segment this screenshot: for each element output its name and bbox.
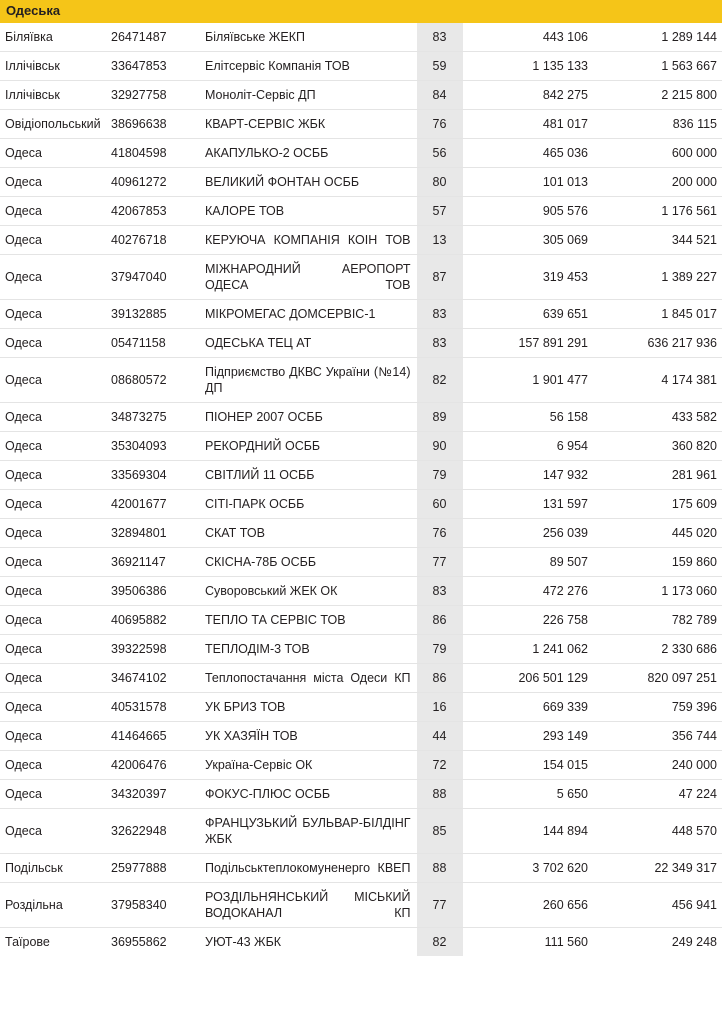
cell-code: 42067853 <box>106 197 200 226</box>
table-row <box>0 52 722 81</box>
cell-total: 836 115 <box>593 110 722 139</box>
cell-score: 44 <box>416 722 463 751</box>
cell-score: 77 <box>416 883 463 928</box>
cell-region: Одеса <box>0 751 106 780</box>
cell-score: 76 <box>416 519 463 548</box>
cell-debt: 1 901 477 <box>463 358 593 403</box>
cell-name: ФОКУС-ПЛЮС ОСББ <box>200 780 416 809</box>
cell-name: МІКРОМЕГАС ДОМСЕРВІС-1 <box>200 300 416 329</box>
debtors-table <box>0 23 722 956</box>
cell-debt: 472 276 <box>463 577 593 606</box>
cell-debt: 101 013 <box>463 168 593 197</box>
cell-score: 90 <box>416 432 463 461</box>
table-row <box>0 226 722 255</box>
cell-score: 85 <box>416 809 463 854</box>
cell-score: 16 <box>416 693 463 722</box>
cell-name: Моноліт-Сервіс ДП <box>200 81 416 110</box>
cell-code: 40276718 <box>106 226 200 255</box>
cell-name: СВІТЛИЙ 11 ОСББ <box>200 461 416 490</box>
cell-total: 344 521 <box>593 226 722 255</box>
cell-total: 4 174 381 <box>593 358 722 403</box>
table-row <box>0 168 722 197</box>
table-row <box>0 139 722 168</box>
cell-code: 36955862 <box>111 935 167 949</box>
cell-region: Одеса <box>0 432 106 461</box>
table-row <box>0 519 722 548</box>
cell-region: Роздільна <box>0 883 106 928</box>
cell-debt: 305 069 <box>463 226 593 255</box>
cell-total: 240 000 <box>593 751 722 780</box>
cell-score: 57 <box>416 197 463 226</box>
cell-name: Елітсервіс Компанія ТОВ <box>200 52 416 81</box>
table-row <box>0 722 722 751</box>
cell-code: 32622948 <box>106 809 200 854</box>
cell-debt: 144 894 <box>463 809 593 854</box>
cell-name: ФРАНЦУЗЬКИЙ БУЛЬВАР-БІЛДІНГ ЖБК <box>200 809 416 854</box>
cell-region: Одеса <box>0 548 106 577</box>
table-row <box>0 461 722 490</box>
cell-total: 1 845 017 <box>593 300 722 329</box>
cell-score: 83 <box>416 577 463 606</box>
cell-score: 88 <box>416 854 463 883</box>
cell-score: 82 <box>416 358 463 403</box>
cell-debt: 465 036 <box>463 139 593 168</box>
cell-name: Теплопостачання міста Одеси КП <box>200 664 416 693</box>
cell-region: Іллічівськ <box>0 81 106 110</box>
cell-code: 34320397 <box>106 780 200 809</box>
cell-score: 82 <box>416 928 463 957</box>
cell-name: КВАРТ-СЕРВІС ЖБК <box>200 110 416 139</box>
cell-score: 83 <box>416 300 463 329</box>
cell-total: 448 570 <box>593 809 722 854</box>
cell-debt: 1 135 133 <box>463 52 593 81</box>
cell-debt: 1 241 062 <box>463 635 593 664</box>
cell-total: 281 961 <box>593 461 722 490</box>
cell-debt: 147 932 <box>463 461 593 490</box>
cell-region: Одеса <box>0 606 106 635</box>
cell-debt: 6 954 <box>463 432 593 461</box>
cell-total: 636 217 936 <box>593 329 722 358</box>
cell-name: Біляївське ЖЕКП <box>200 23 416 52</box>
table-row <box>0 81 722 110</box>
cell-total: 2 330 686 <box>593 635 722 664</box>
cell-total: 175 609 <box>593 490 722 519</box>
cell-debt: 669 339 <box>463 693 593 722</box>
cell-debt: 89 507 <box>463 548 593 577</box>
cell-region: Одеса <box>0 809 106 854</box>
table-row <box>0 809 722 854</box>
cell-region: Одеса <box>0 722 106 751</box>
cell-debt: 131 597 <box>463 490 593 519</box>
cell-total: 249 248 <box>671 935 717 949</box>
cell-debt: 154 015 <box>463 751 593 780</box>
cell-score: 59 <box>416 52 463 81</box>
cell-region: Одеса <box>0 519 106 548</box>
cell-code: 41804598 <box>106 139 200 168</box>
cell-score: 87 <box>416 255 463 300</box>
cell-name: СІТІ-ПАРК ОСББ <box>200 490 416 519</box>
cell-region: Одеса <box>0 197 106 226</box>
table-row <box>0 635 722 664</box>
cell-region: Біляївка <box>0 23 106 52</box>
cell-region: Одеса <box>0 403 106 432</box>
cell-total: 820 097 251 <box>593 664 722 693</box>
cell-score: 80 <box>416 168 463 197</box>
table-row <box>0 358 722 403</box>
cell-region: Овідіопольський <box>0 110 106 139</box>
cell-name: КАЛОРЕ ТОВ <box>200 197 416 226</box>
cell-total: 456 941 <box>593 883 722 928</box>
cell-region: Одеса <box>0 693 106 722</box>
cell-score: 13 <box>416 226 463 255</box>
cell-code: 39132885 <box>106 300 200 329</box>
cell-code: 34873275 <box>106 403 200 432</box>
cell-name: УК ХАЗЯЇН ТОВ <box>200 722 416 751</box>
cell-region: Одеса <box>0 168 106 197</box>
cell-code: 40531578 <box>106 693 200 722</box>
cell-name: РОЗДІЛЬНЯНСЬКИЙ МІСЬКИЙ ВОДОКАНАЛ КП <box>200 883 416 928</box>
table-row <box>0 693 722 722</box>
cell-debt: 226 758 <box>463 606 593 635</box>
cell-name: ПІОНЕР 2007 ОСББ <box>200 403 416 432</box>
cell-total: 600 000 <box>593 139 722 168</box>
table-row <box>0 490 722 519</box>
cell-region: Одеса <box>0 461 106 490</box>
cell-region: Одеса <box>0 329 106 358</box>
cell-total: 2 215 800 <box>593 81 722 110</box>
cell-code: 37947040 <box>106 255 200 300</box>
cell-name: МІЖНАРОДНИЙ АЕРОПОРТ ОДЕСА ТОВ <box>200 255 416 300</box>
cell-total: 445 020 <box>593 519 722 548</box>
cell-region: Одеса <box>0 780 106 809</box>
cell-region: Одеса <box>0 577 106 606</box>
cell-debt: 5 650 <box>463 780 593 809</box>
cell-code: 08680572 <box>106 358 200 403</box>
region-header: Одеська <box>0 0 722 23</box>
cell-code: 40695882 <box>106 606 200 635</box>
cell-debt: 481 017 <box>463 110 593 139</box>
cell-region: Іллічівськ <box>0 52 106 81</box>
cell-name: УК БРИЗ ТОВ <box>200 693 416 722</box>
table-row <box>0 780 722 809</box>
cell-code: 33569304 <box>106 461 200 490</box>
cell-name: ОДЕСЬКА ТЕЦ АТ <box>200 329 416 358</box>
cell-code: 32894801 <box>106 519 200 548</box>
table-row <box>0 664 722 693</box>
cell-total: 1 176 561 <box>593 197 722 226</box>
cell-region: Таїрове <box>5 935 50 949</box>
cell-region: Подільськ <box>0 854 106 883</box>
table-row <box>0 300 722 329</box>
cell-name: СКАТ ТОВ <box>200 519 416 548</box>
cell-debt: 319 453 <box>463 255 593 300</box>
cell-code: 32927758 <box>106 81 200 110</box>
cell-total: 1 563 667 <box>593 52 722 81</box>
cell-name: АКАПУЛЬКО-2 ОСББ <box>200 139 416 168</box>
cell-code: 34674102 <box>106 664 200 693</box>
cell-name: ТЕПЛО ТА СЕРВІС ТОВ <box>200 606 416 635</box>
cell-total: 759 396 <box>593 693 722 722</box>
cell-region: Одеса <box>0 255 106 300</box>
cell-name: Суворовський ЖЕК ОК <box>200 577 416 606</box>
table-row <box>0 403 722 432</box>
cell-debt: 260 656 <box>463 883 593 928</box>
cell-code: 42006476 <box>106 751 200 780</box>
table-row <box>0 577 722 606</box>
cell-score: 56 <box>416 139 463 168</box>
cell-score: 60 <box>416 490 463 519</box>
cell-debt: 842 275 <box>463 81 593 110</box>
cell-total: 433 582 <box>593 403 722 432</box>
cell-code: 25977888 <box>106 854 200 883</box>
table-row <box>0 432 722 461</box>
cell-code: 35304093 <box>106 432 200 461</box>
table-row <box>0 197 722 226</box>
table-row <box>0 928 722 957</box>
table-row <box>0 883 722 928</box>
cell-score: 88 <box>416 780 463 809</box>
cell-debt: 256 039 <box>463 519 593 548</box>
cell-region: Одеса <box>0 635 106 664</box>
cell-name: УЮТ-43 ЖБК <box>205 935 282 949</box>
cell-name: Підприємство ДКВС України (№14) ДП <box>200 358 416 403</box>
cell-total: 200 000 <box>593 168 722 197</box>
cell-code: 33647853 <box>106 52 200 81</box>
cell-name: Україна-Сервіс ОК <box>200 751 416 780</box>
cell-name: РЕКОРДНИЙ ОСББ <box>200 432 416 461</box>
table-row <box>0 606 722 635</box>
table-row <box>0 751 722 780</box>
cell-region: Одеса <box>0 300 106 329</box>
table-row <box>0 255 722 300</box>
table-row <box>0 110 722 139</box>
cell-region: Одеса <box>0 490 106 519</box>
cell-debt: 639 651 <box>463 300 593 329</box>
cell-score: 86 <box>416 606 463 635</box>
cell-score: 72 <box>416 751 463 780</box>
cell-code: 37958340 <box>106 883 200 928</box>
cell-name: Подільськтеплокомуненерго КВЕП <box>200 854 416 883</box>
cell-code: 38696638 <box>106 110 200 139</box>
table-row <box>0 329 722 358</box>
cell-total: 22 349 317 <box>593 854 722 883</box>
cell-total: 360 820 <box>593 432 722 461</box>
table-row <box>0 548 722 577</box>
cell-code: 05471158 <box>106 329 200 358</box>
cell-debt: 157 891 291 <box>463 329 593 358</box>
cell-code: 36921147 <box>106 548 200 577</box>
cell-region: Одеса <box>0 358 106 403</box>
cell-debt: 3 702 620 <box>463 854 593 883</box>
table-row <box>0 854 722 883</box>
cell-total: 782 789 <box>593 606 722 635</box>
cell-name: СКІСНА-78Б ОСББ <box>200 548 416 577</box>
table-body <box>0 23 722 956</box>
cell-code: 26471487 <box>106 23 200 52</box>
cell-score: 77 <box>416 548 463 577</box>
cell-score: 86 <box>416 664 463 693</box>
cell-region: Одеса <box>0 226 106 255</box>
table-row <box>0 23 722 52</box>
cell-code: 42001677 <box>106 490 200 519</box>
cell-total: 159 860 <box>593 548 722 577</box>
cell-code: 41464665 <box>106 722 200 751</box>
cell-score: 83 <box>416 23 463 52</box>
cell-debt: 905 576 <box>463 197 593 226</box>
cell-name: ВЕЛИКИЙ ФОНТАН ОСББ <box>200 168 416 197</box>
cell-debt: 56 158 <box>463 403 593 432</box>
cell-total: 47 224 <box>593 780 722 809</box>
cell-score: 79 <box>416 635 463 664</box>
cell-debt: 293 149 <box>463 722 593 751</box>
cell-region: Одеса <box>0 664 106 693</box>
cell-total: 1 389 227 <box>593 255 722 300</box>
cell-total: 356 744 <box>593 722 722 751</box>
cell-code: 40961272 <box>106 168 200 197</box>
cell-name: КЕРУЮЧА КОМПАНІЯ КОІН ТОВ <box>200 226 416 255</box>
cell-region: Одеса <box>0 139 106 168</box>
cell-score: 83 <box>416 329 463 358</box>
cell-name: ТЕПЛОДІМ-3 ТОВ <box>200 635 416 664</box>
cell-score: 76 <box>416 110 463 139</box>
cell-code: 39506386 <box>106 577 200 606</box>
cell-total: 1 173 060 <box>593 577 722 606</box>
cell-score: 84 <box>416 81 463 110</box>
cell-debt: 206 501 129 <box>463 664 593 693</box>
cell-debt: 443 106 <box>463 23 593 52</box>
cell-total: 1 289 144 <box>593 23 722 52</box>
cell-debt: 111 560 <box>544 935 588 949</box>
cell-score: 89 <box>416 403 463 432</box>
cell-score: 79 <box>416 461 463 490</box>
cell-code: 39322598 <box>106 635 200 664</box>
